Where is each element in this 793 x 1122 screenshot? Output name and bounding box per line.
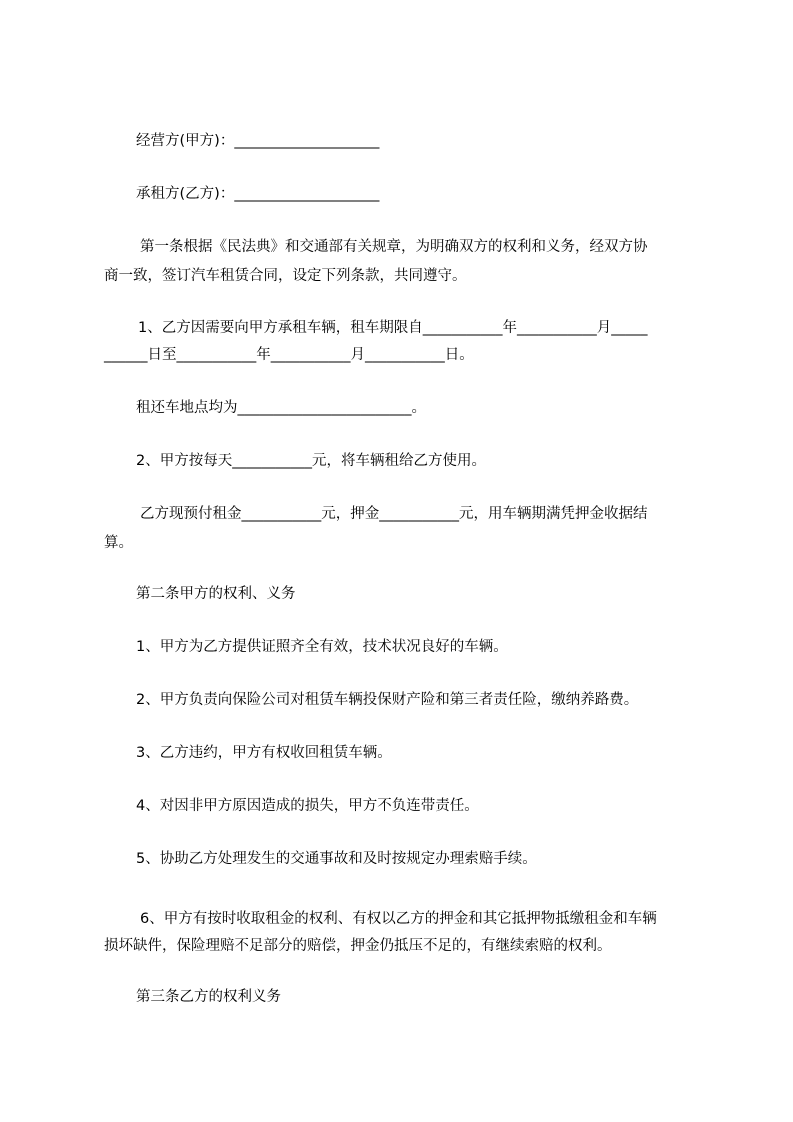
article2-item-6-line2: 损坏缺件，保险理赔不足部分的赔偿，押金仍抵压不足的，有继续索赔的权利。: [104, 938, 612, 954]
article2-title: 第二条甲方的权利、义务: [136, 586, 296, 602]
pickup-location: 租还车地点均为________________________。: [136, 400, 426, 416]
article2-item-6-line1: 6、甲方有按时收取租金的权利、有权以乙方的押金和其它抵押物抵缴租金和车辆: [140, 911, 657, 927]
article1-intro-line2: 商一致，签订汽车租赁合同，设定下列条款，共同遵守。: [104, 268, 467, 284]
article1-intro-line1: 第一条根据《民法典》和交通部有关规章，为明确双方的权利和义务，经双方协: [140, 239, 648, 255]
article2-item-5: 5、协助乙方处理发生的交通事故和及时按规定办理索赔手续。: [136, 851, 537, 867]
prepay-line1: 乙方现预付租金___________元，押金___________元，用车辆期满凭押金收据结: [140, 506, 648, 522]
article2-item-4: 4、对因非甲方原因造成的损失，甲方不负连带责任。: [136, 798, 479, 814]
lessee-line: 承租方(乙方)：____________________: [136, 186, 380, 202]
lessor-line: 经营方(甲方)：____________________: [136, 133, 380, 149]
clause1-2: 2、甲方按每天___________元，将车辆租给乙方使用。: [136, 453, 486, 469]
article3-title: 第三条乙方的权利义务: [136, 989, 281, 1005]
clause1-1-line2: ______日至___________年___________月___________日。: [104, 347, 474, 363]
article2-item-2: 2、甲方负责向保险公司对租赁车辆投保财产险和第三者责任险，缴纳养路费。: [136, 692, 639, 708]
article2-item-3: 3、乙方违约，甲方有权收回租赁车辆。: [136, 745, 392, 761]
clause1-1-line1: 1、乙方因需要向甲方承租车辆，租车期限自___________年___________月_____: [138, 320, 648, 336]
prepay-line2: 算。: [104, 535, 133, 551]
article2-item-1: 1、甲方为乙方提供证照齐全有效，技术状况良好的车辆。: [136, 639, 508, 655]
